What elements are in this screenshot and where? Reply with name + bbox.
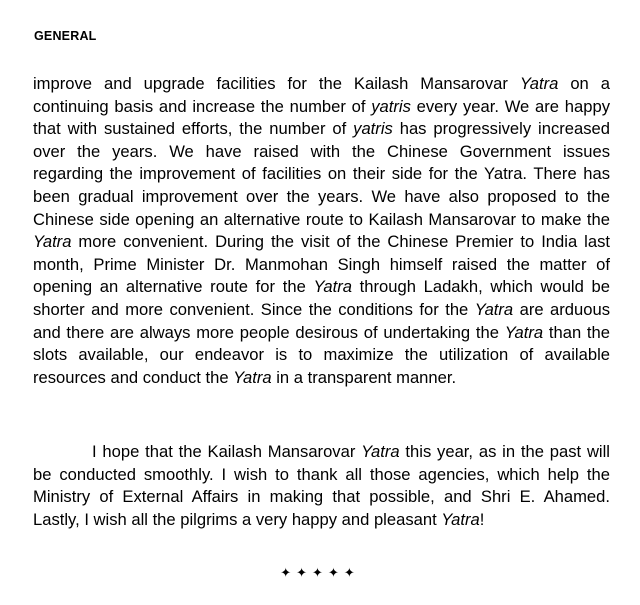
italic-term: Yatra [233, 367, 272, 387]
italic-term: Yatra [504, 322, 544, 342]
text-run: has progressively increased over the years. We have raised with the Chinese Government issues regarding the improvement of facilities on their side for the Yatra. There has been gradual improvement over the years. We have also proposed to the Chinese side opening an alternative route to Kailash Mansarovar to make the [33, 119, 610, 229]
italic-term: Yatra [474, 299, 514, 319]
italic-term: Yatra [441, 509, 480, 529]
body-paragraph-2 [33, 441, 610, 531]
section-end-ornament: ✦✦✦✦✦ [280, 566, 360, 581]
section-header: GENERAL [34, 29, 97, 43]
text-run: more convenient. During the visit of the Chinese Premier to India last month, Prime Minister Dr. Manmohan Singh himself raised the matter of opening an alternative route for the [33, 232, 610, 297]
italic-term: Yatra [33, 232, 72, 252]
text-run: this year, as in the past will be conducted smoothly. I wish to thank all those agencies, which help the Ministry of External Affairs in making that possible, and Shri E. Ahamed. Lastly, I wish all the pilgrims a very happy and pleasant [33, 442, 610, 529]
text-run: ! [479, 509, 485, 529]
body-paragraph-1 [33, 73, 610, 389]
text-run: through Ladakh, which would be shorter and more convenient. Since the conditions for the [33, 277, 610, 319]
italic-term: Yatra [313, 277, 352, 297]
text-run: are arduous and there are always more people desirous of undertaking the [33, 299, 611, 342]
italic-term: yatris [371, 96, 411, 116]
text-run: in a transparent manner. [271, 367, 457, 387]
text-run: than the slots available, our endeavor is to maximize the utilization of available resources and conduct the [33, 322, 610, 387]
text-run: every year. We are happy that with sustained efforts, the number of [33, 96, 610, 139]
text-run: improve and upgrade facilities for the Kailash Mansarovar [33, 74, 520, 93]
text-run: I hope that the Kailash Mansarovar [92, 442, 362, 461]
text-run: on a continuing basis and increase the number of [33, 74, 610, 116]
italic-term: Yatra [361, 442, 400, 461]
italic-term: yatris [353, 119, 393, 139]
italic-term: Yatra [519, 74, 559, 93]
